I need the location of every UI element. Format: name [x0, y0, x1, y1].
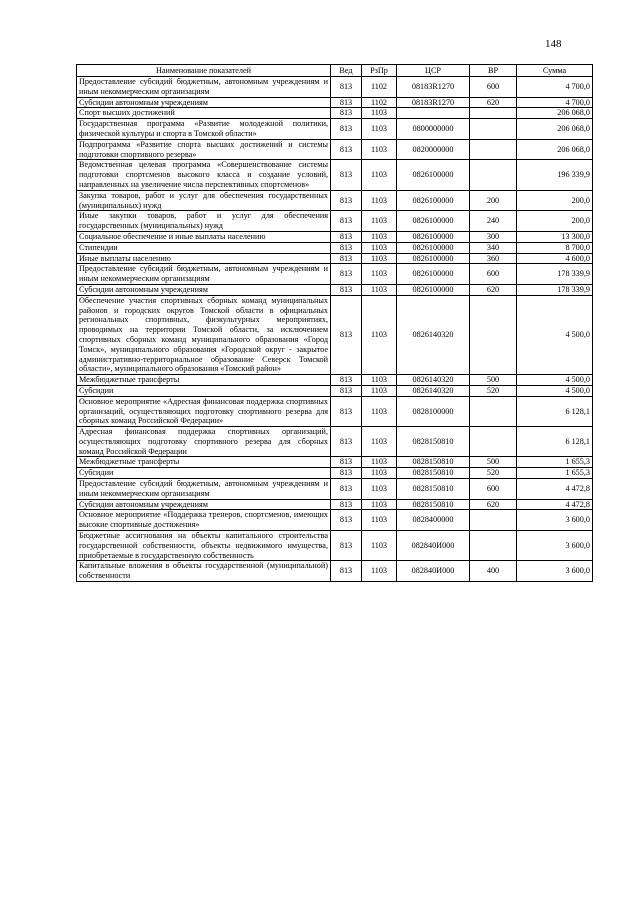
table-row [77, 119, 593, 140]
row-name: Адресная финансовая поддержка спортивных организаций, осуществляющих подготовку спортивного резерва для сборных команд Российской Федерации [77, 427, 331, 457]
row-ved: 813 [331, 561, 362, 582]
row-ved: 813 [331, 119, 362, 140]
row-csr: 0826100000 [397, 284, 470, 295]
row-ved: 813 [331, 264, 362, 285]
row-ved: 813 [331, 242, 362, 253]
row-sum: 206 068,0 [517, 108, 593, 119]
row-vr [470, 427, 517, 457]
row-vr: 520 [470, 385, 517, 396]
page-number: 148 [545, 38, 562, 50]
row-csr: 0826140320 [397, 375, 470, 386]
row-sum: 206 068,0 [517, 139, 593, 160]
row-vr: 360 [470, 253, 517, 264]
column-header-name: Наименование показателей [77, 65, 331, 77]
table-row [77, 457, 593, 468]
row-csr: 0828150810 [397, 479, 470, 500]
column-header-csr: ЦСР [397, 65, 470, 77]
column-header-ved: Вед [331, 65, 362, 77]
row-csr: 0826100000 [397, 242, 470, 253]
row-csr: 08183R1270 [397, 77, 470, 98]
row-sum: 4 472,8 [517, 479, 593, 500]
row-ved: 813 [331, 77, 362, 98]
row-vr: 600 [470, 479, 517, 500]
row-name: Субсидии автономным учреждениям [77, 499, 331, 510]
row-ved: 813 [331, 385, 362, 396]
row-sum: 4 500,0 [517, 295, 593, 374]
table-row [77, 510, 593, 531]
table-row [77, 385, 593, 396]
row-sum: 8 700,0 [517, 242, 593, 253]
row-name: Ведомственная целевая программа «Совершенствование системы подготовки спортсменов высокого класса и создание условий, направленных на увеличение числа перспективных спортсменов» [77, 160, 331, 190]
row-name: Иные закупки товаров, работ и услуг для обеспечения государственных (муниципальных) нужд [77, 211, 331, 232]
row-ved: 813 [331, 160, 362, 190]
row-sum: 4 472,8 [517, 499, 593, 510]
table-row [77, 231, 593, 242]
row-vr: 240 [470, 211, 517, 232]
table-row [77, 242, 593, 253]
table-row [77, 295, 593, 374]
row-vr [470, 510, 517, 531]
table-row [77, 97, 593, 108]
budget-table [76, 64, 593, 582]
row-vr [470, 295, 517, 374]
row-ved: 813 [331, 139, 362, 160]
row-csr: 082840И000 [397, 561, 470, 582]
row-csr: 0828150810 [397, 457, 470, 468]
row-ved: 813 [331, 396, 362, 426]
row-vr: 620 [470, 284, 517, 295]
row-ved: 813 [331, 427, 362, 457]
row-name: Государственная программа «Развитие молодежной политики, физической культуры и спорта в Томской области» [77, 119, 331, 140]
table-row [77, 284, 593, 295]
row-ved: 813 [331, 253, 362, 264]
row-sum: 178 339,9 [517, 264, 593, 285]
row-name: Предоставление субсидий бюджетным, автономным учреждениям и иным некоммерческим организациям [77, 77, 331, 98]
row-csr: 0826140320 [397, 385, 470, 396]
row-vr: 620 [470, 499, 517, 510]
row-sum: 3 600,0 [517, 510, 593, 531]
row-ved: 813 [331, 375, 362, 386]
row-name: Закупка товаров, работ и услуг для обеспечения государственных (муниципальных) нужд [77, 190, 331, 211]
table-row [77, 531, 593, 561]
row-name: Предоставление субсидий бюджетным, автономным учреждениям и иным некоммерческим организациям [77, 264, 331, 285]
row-rzpr: 1103 [362, 468, 397, 479]
row-rzpr: 1103 [362, 211, 397, 232]
row-sum: 200,0 [517, 211, 593, 232]
table-row [77, 499, 593, 510]
row-name: Обеспечение участия спортивных сборных команд муниципальных районов и городских округов Томской области в официальных региональных спортивных, физкультурных мероприятиях, проводимых на территории Томской области, за исключением спортивных сборных команд муниципального образования «Город Томск», муниципального образования «Городской округ - закрытое административно-территориальное образование Северск Томской области», муниципального образования «Томский район» [77, 295, 331, 374]
row-ved: 813 [331, 499, 362, 510]
table-body [77, 77, 593, 582]
row-sum: 1 655,3 [517, 457, 593, 468]
row-vr: 600 [470, 77, 517, 98]
row-csr: 082840И000 [397, 531, 470, 561]
row-name: Бюджетные ассигнования на объекты капитального строительства государственной собственности, объекты недвижимого имущества, приобретаемые в государственную собственность [77, 531, 331, 561]
row-vr [470, 160, 517, 190]
row-name: Субсидии автономным учреждениям [77, 284, 331, 295]
column-header-rzpr: РзПр [362, 65, 397, 77]
row-sum: 4 700,0 [517, 97, 593, 108]
row-rzpr: 1103 [362, 190, 397, 211]
row-rzpr: 1103 [362, 396, 397, 426]
table-row [77, 375, 593, 386]
row-name: Капитальные вложения в объекты государственной (муниципальной) собственности [77, 561, 331, 582]
row-rzpr: 1103 [362, 295, 397, 374]
row-sum: 13 300,0 [517, 231, 593, 242]
row-rzpr: 1103 [362, 457, 397, 468]
row-rzpr: 1103 [362, 427, 397, 457]
row-ved: 813 [331, 97, 362, 108]
header-row [77, 65, 593, 77]
row-csr: 0826100000 [397, 160, 470, 190]
row-vr: 300 [470, 231, 517, 242]
row-ved: 813 [331, 231, 362, 242]
row-rzpr: 1103 [362, 139, 397, 160]
row-name: Предоставление субсидий бюджетным, автономным учреждениям и иным некоммерческим организациям [77, 479, 331, 500]
row-vr [470, 108, 517, 119]
table-row [77, 427, 593, 457]
table-row [77, 396, 593, 426]
row-vr: 200 [470, 190, 517, 211]
row-rzpr: 1102 [362, 97, 397, 108]
row-rzpr: 1103 [362, 510, 397, 531]
table-row [77, 479, 593, 500]
row-ved: 813 [331, 295, 362, 374]
table-row [77, 77, 593, 98]
row-csr: 0828400000 [397, 510, 470, 531]
table-row [77, 139, 593, 160]
table-row [77, 211, 593, 232]
table-row [77, 108, 593, 119]
row-vr: 500 [470, 457, 517, 468]
row-sum: 1 655,3 [517, 468, 593, 479]
table-row [77, 160, 593, 190]
row-sum: 200,0 [517, 190, 593, 211]
row-vr: 520 [470, 468, 517, 479]
row-csr: 0828100000 [397, 396, 470, 426]
row-vr [470, 531, 517, 561]
row-csr: 0828150810 [397, 427, 470, 457]
row-rzpr: 1103 [362, 479, 397, 500]
row-vr: 500 [470, 375, 517, 386]
row-ved: 813 [331, 108, 362, 119]
table-header [77, 65, 593, 77]
row-vr: 400 [470, 561, 517, 582]
row-rzpr: 1103 [362, 561, 397, 582]
row-rzpr: 1103 [362, 499, 397, 510]
row-rzpr: 1103 [362, 242, 397, 253]
row-csr [397, 108, 470, 119]
row-name: Иные выплаты населению [77, 253, 331, 264]
row-csr: 0800000000 [397, 119, 470, 140]
row-vr: 600 [470, 264, 517, 285]
row-csr: 0826100000 [397, 264, 470, 285]
row-rzpr: 1103 [362, 264, 397, 285]
row-name: Стипендии [77, 242, 331, 253]
row-rzpr: 1103 [362, 284, 397, 295]
row-name: Межбюджетные трансферты [77, 457, 331, 468]
row-sum: 6 128,1 [517, 427, 593, 457]
row-ved: 813 [331, 479, 362, 500]
row-sum: 206 068,0 [517, 119, 593, 140]
row-csr: 0826100000 [397, 231, 470, 242]
row-rzpr: 1103 [362, 375, 397, 386]
row-sum: 4 500,0 [517, 375, 593, 386]
column-header-vr: ВР [470, 65, 517, 77]
row-sum: 4 700,0 [517, 77, 593, 98]
row-name: Межбюджетные трансферты [77, 375, 331, 386]
row-csr: 0826140320 [397, 295, 470, 374]
row-csr: 0828150810 [397, 499, 470, 510]
row-sum: 3 600,0 [517, 561, 593, 582]
row-rzpr: 1103 [362, 160, 397, 190]
row-ved: 813 [331, 457, 362, 468]
row-vr [470, 396, 517, 426]
row-ved: 813 [331, 510, 362, 531]
row-ved: 813 [331, 211, 362, 232]
table-row [77, 190, 593, 211]
row-csr: 0828150810 [397, 468, 470, 479]
row-csr: 0826100000 [397, 253, 470, 264]
row-ved: 813 [331, 468, 362, 479]
row-vr: 340 [470, 242, 517, 253]
row-rzpr: 1102 [362, 77, 397, 98]
row-ved: 813 [331, 531, 362, 561]
table-row [77, 468, 593, 479]
row-vr: 620 [470, 97, 517, 108]
row-sum: 196 339,9 [517, 160, 593, 190]
row-rzpr: 1103 [362, 385, 397, 396]
row-name: Спорт высших достижений [77, 108, 331, 119]
row-sum: 178 339,9 [517, 284, 593, 295]
row-vr [470, 139, 517, 160]
row-ved: 813 [331, 284, 362, 295]
row-csr: 0820000000 [397, 139, 470, 160]
row-name: Основное мероприятие «Поддержка тренеров, спортсменов, имеющих высокие спортивные достижения» [77, 510, 331, 531]
column-header-sum: Сумма [517, 65, 593, 77]
row-name: Подпрограмма «Развитие спорта высших достижений и системы подготовки спортивного резерва» [77, 139, 331, 160]
row-sum: 3 600,0 [517, 531, 593, 561]
row-vr [470, 119, 517, 140]
row-csr: 0826100000 [397, 190, 470, 211]
row-rzpr: 1103 [362, 119, 397, 140]
row-rzpr: 1103 [362, 531, 397, 561]
row-rzpr: 1103 [362, 253, 397, 264]
table-row [77, 253, 593, 264]
row-name: Субсидии автономным учреждениям [77, 97, 331, 108]
row-name: Социальное обеспечение и иные выплаты населению [77, 231, 331, 242]
row-rzpr: 1103 [362, 108, 397, 119]
row-sum: 6 128,1 [517, 396, 593, 426]
row-sum: 4 500,0 [517, 385, 593, 396]
row-rzpr: 1103 [362, 231, 397, 242]
row-csr: 0826100000 [397, 211, 470, 232]
row-name: Субсидии [77, 385, 331, 396]
table-row [77, 561, 593, 582]
row-name: Субсидии [77, 468, 331, 479]
row-name: Основное мероприятие «Адресная финансовая поддержка спортивных организаций, осуществляющих подготовку спортивного резерва для сборных команд Российской Федерации» [77, 396, 331, 426]
row-ved: 813 [331, 190, 362, 211]
row-sum: 4 600,0 [517, 253, 593, 264]
row-csr: 08183R1270 [397, 97, 470, 108]
table-row [77, 264, 593, 285]
